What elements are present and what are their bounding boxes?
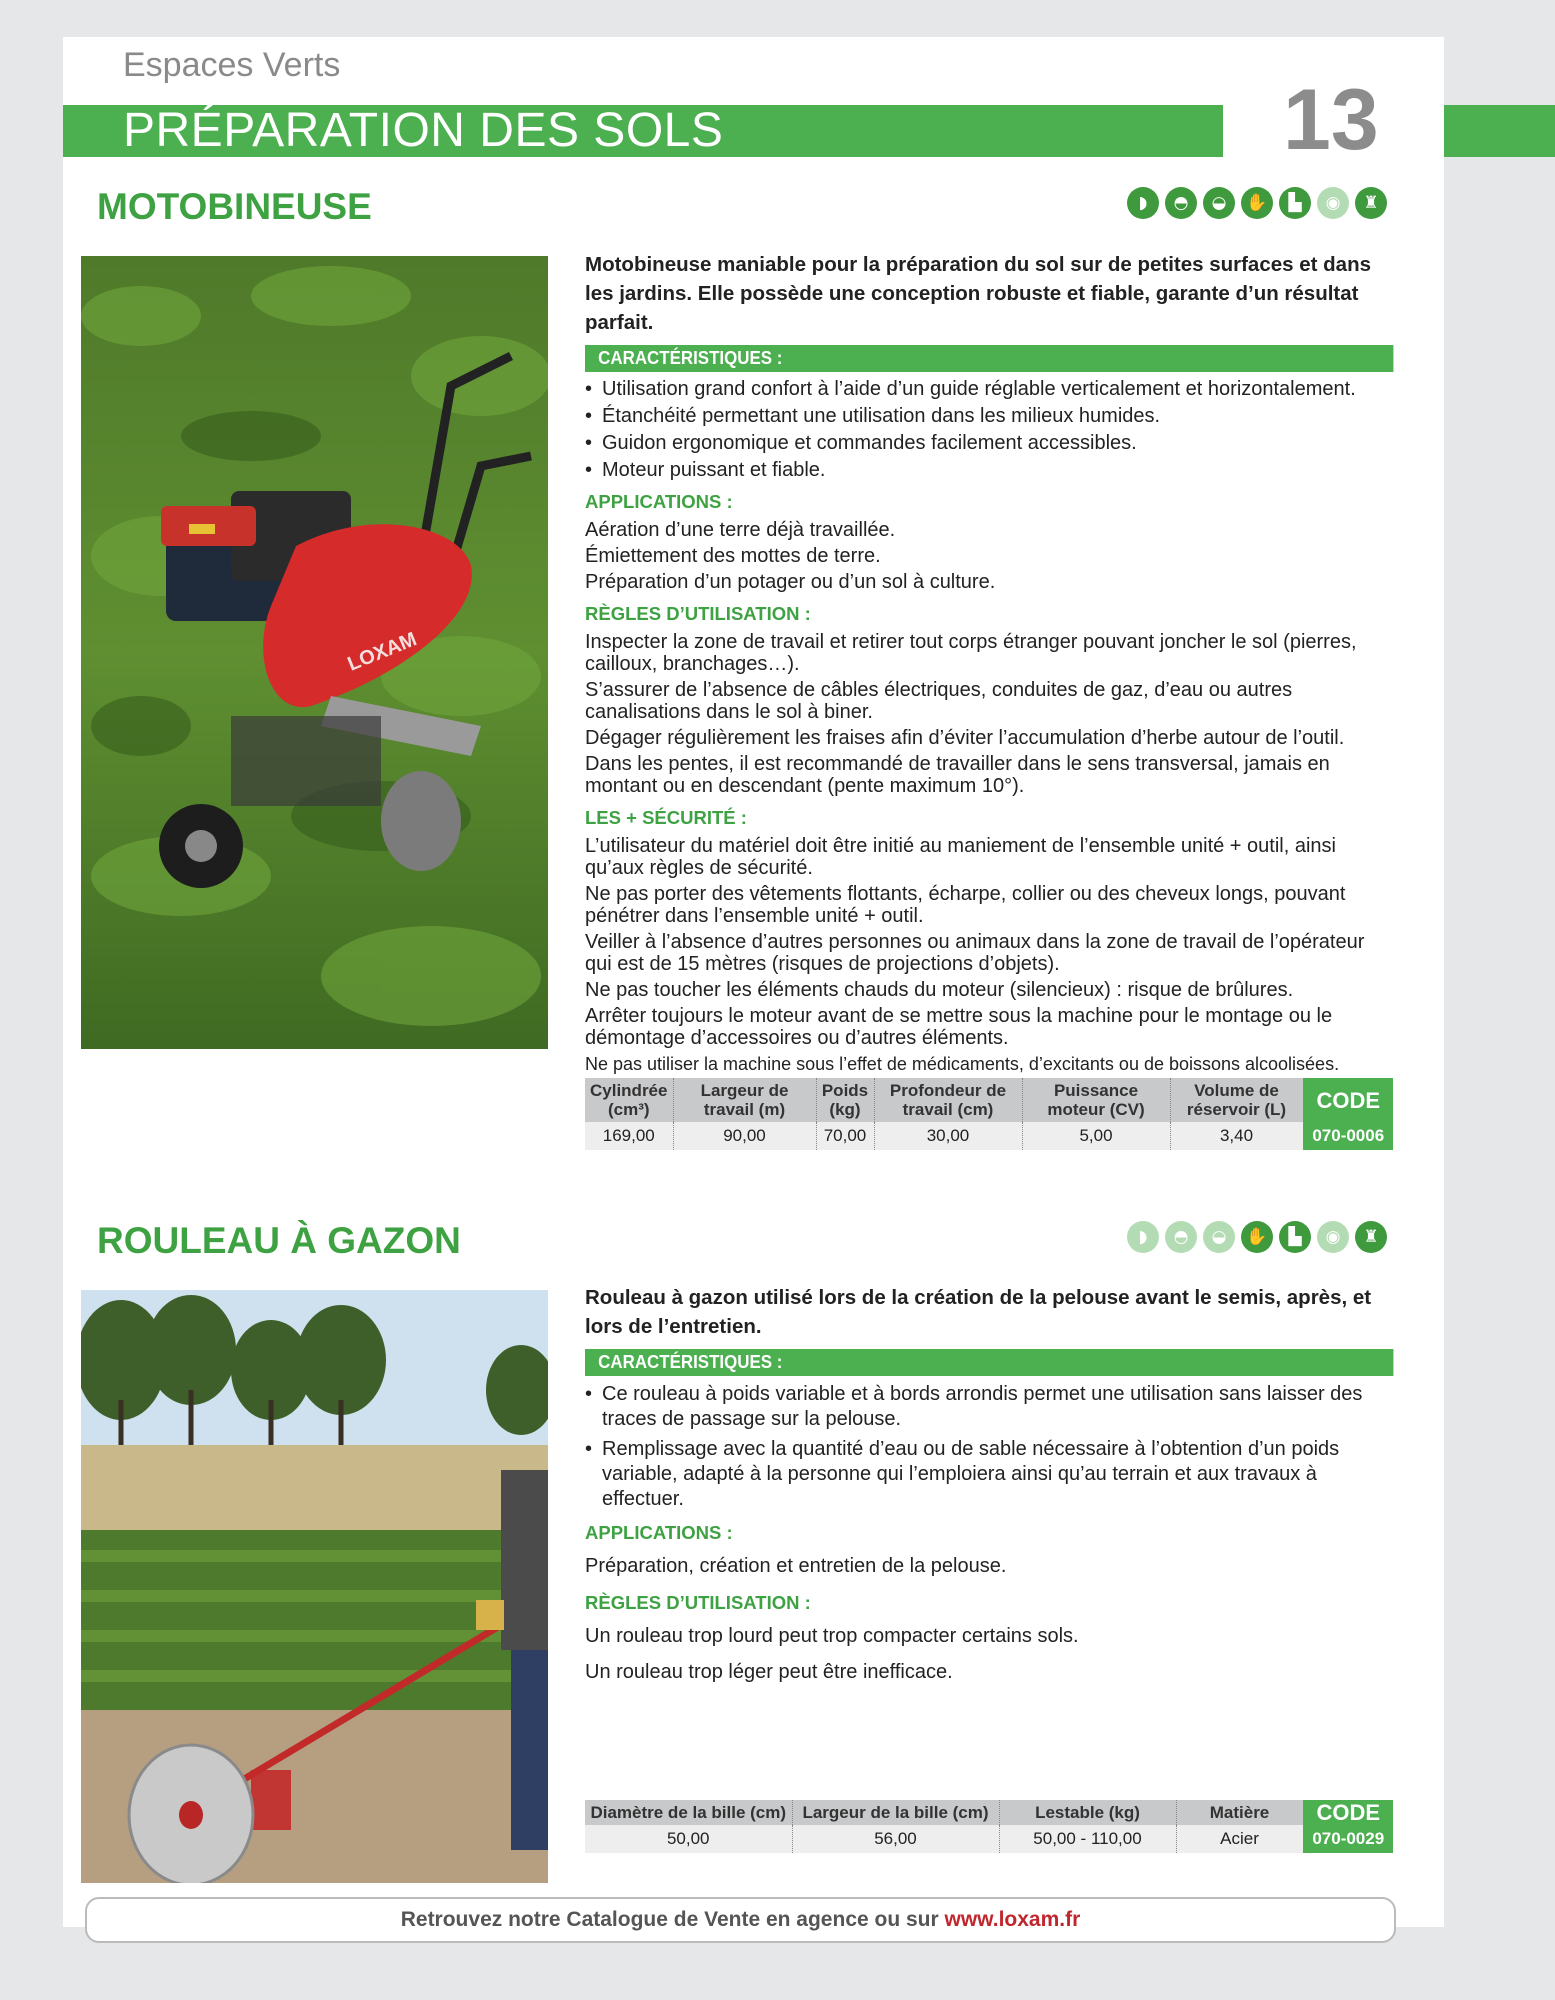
footer-text: Retrouvez notre Catalogue de Vente en agence ou sur <box>400 1908 945 1931</box>
applications-header: APPLICATIONS : <box>585 1522 733 1543</box>
goggles-icon: ◉ <box>1317 1221 1349 1253</box>
ppe-icons-motobineuse <box>1127 187 1387 219</box>
applications-list <box>585 1550 1393 1582</box>
list-item: • Moteur puissant et fiable. <box>585 459 1393 481</box>
gloves-icon: ✋ <box>1241 1221 1273 1253</box>
vest-icon: ♜ <box>1355 1221 1387 1253</box>
list-item: Dans les pentes, il est recommandé de travailler dans le sens transversal, jamais en montant ou en descendant (pente maximum 10°). <box>585 753 1330 797</box>
column-header: Volume de réservoir (L) <box>1170 1078 1303 1122</box>
column-header: Poids (kg) <box>816 1078 874 1122</box>
list-item: L’utilisateur du matériel doit être initié au maniement de l’ensemble unité + outil, ainsi qu’aux règles de sécurité. <box>585 835 1336 879</box>
gloves-icon: ✋ <box>1241 187 1273 219</box>
title-band-right <box>1444 105 1555 157</box>
mask-icon: ◒ <box>1203 1221 1235 1253</box>
safety-list <box>585 835 1393 1075</box>
table-cell: 169,00 <box>585 1122 673 1150</box>
photo-motobineuse <box>81 256 548 1049</box>
helmet-icon: ◓ <box>1165 1221 1197 1253</box>
code-header: CODE <box>1303 1800 1393 1825</box>
column-header: Profondeur de travail (cm) <box>874 1078 1022 1122</box>
list-item: • Utilisation grand confort à l’aide d’un guide réglable verticalement et horizontalement. <box>585 378 1393 400</box>
rules-header: RÈGLES D’UTILISATION : <box>585 603 811 624</box>
table-header-row <box>585 1078 1393 1122</box>
features-header: CARACTÉRISTIQUES : <box>585 345 1393 372</box>
table-cell: 50,00 - 110,00 <box>999 1825 1176 1853</box>
list-item: Émiettement des mottes de terre. <box>585 545 881 567</box>
column-header: Largeur de la bille (cm) <box>792 1800 999 1825</box>
content-rouleau <box>585 1283 1393 1692</box>
mask-icon: ◒ <box>1203 187 1235 219</box>
column-header: Lestable (kg) <box>999 1800 1176 1825</box>
product-title-motobineuse: MOTOBINEUSE <box>97 186 372 227</box>
ppe-icons-rouleau <box>1127 1221 1387 1253</box>
table-cell: 5,00 <box>1022 1122 1170 1150</box>
footer-banner <box>85 1897 1396 1943</box>
column-header: Matière <box>1176 1800 1303 1825</box>
spec-table-motobineuse <box>585 1078 1393 1150</box>
rules-list <box>585 631 1393 797</box>
column-header: Largeur de travail (m) <box>673 1078 816 1122</box>
list-item: S’assurer de l’absence de câbles électriques, conduites de gaz, d’eau ou autres canalisations dans le sol à biner. <box>585 679 1293 723</box>
table-cell: 30,00 <box>874 1122 1022 1150</box>
product-title-rouleau: ROULEAU À GAZON <box>97 1220 461 1261</box>
table-cell: 70,00 <box>816 1122 874 1150</box>
rules-header: RÈGLES D’UTILISATION : <box>585 1592 811 1613</box>
product-code: 070-0029 <box>1303 1825 1393 1853</box>
ear-protection-icon: ◗ <box>1127 187 1159 219</box>
list-item: Ne pas utiliser la machine sous l’effet de médicaments, d’excitants ou de boissons alcoolisées. <box>585 1054 1340 1074</box>
features-header: CARACTÉRISTIQUES : <box>585 1349 1393 1376</box>
applications-header: APPLICATIONS : <box>585 491 733 512</box>
safety-header: LES + SÉCURITÉ : <box>585 807 747 828</box>
section-label: Espaces Verts <box>123 46 341 84</box>
list-item: Veiller à l’absence d’autres personnes ou animaux dans la zone de travail de l’opérateur qui est de 15 mètres (risques de projections d’objets). <box>585 931 1365 975</box>
table-row <box>585 1122 1393 1150</box>
table-cell: 50,00 <box>585 1825 792 1853</box>
column-header: Puissance moteur (CV) <box>1022 1078 1170 1122</box>
tiller-photo-illustration <box>81 256 548 1049</box>
features-list <box>585 1382 1393 1512</box>
photo-rouleau <box>81 1290 548 1883</box>
boots-icon: ▙ <box>1279 1221 1311 1253</box>
list-item: Préparation d’un potager ou d’un sol à culture. <box>585 571 996 593</box>
list-item: • Remplissage avec la quantité d’eau ou de sable nécessaire à l’obtention d’un poids variable, adapté à la personne qui l’emploiera ainsi qu’au terrain et aux travaux à effectuer. <box>585 1437 1393 1512</box>
list-item: • Ce rouleau à poids variable et à bords arrondis permet une utilisation sans laisser des traces de passage sur la pelouse. <box>585 1382 1393 1432</box>
table-row <box>585 1825 1393 1853</box>
goggles-icon: ◉ <box>1317 187 1349 219</box>
table-cell: 90,00 <box>673 1122 816 1150</box>
list-item: Inspecter la zone de travail et retirer tout corps étranger pouvant joncher le sol (pierres, cailloux, branchages…). <box>585 631 1357 675</box>
list-item: Arrêter toujours le moteur avant de se mettre sous la machine pour le montage ou le démontage d’accessoires ou d’autres éléments. <box>585 1005 1333 1049</box>
list-item: Un rouleau trop léger peut être inefficace. <box>585 1661 953 1683</box>
boots-icon: ▙ <box>1279 187 1311 219</box>
footer-link[interactable]: www.loxam.fr <box>944 1908 1081 1931</box>
product-code: 070-0006 <box>1303 1122 1393 1150</box>
column-header: Diamètre de la bille (cm) <box>585 1800 792 1825</box>
list-item: Ne pas toucher les éléments chauds du moteur (silencieux) : risque de brûlures. <box>585 979 1294 1001</box>
list-item: Ne pas porter des vêtements flottants, écharpe, collier ou des cheveux longs, pouvant pénétrer dans l’ensemble unité + outil. <box>585 883 1346 927</box>
page-number: 13 <box>1283 72 1379 168</box>
spec-table-rouleau <box>585 1800 1393 1853</box>
table-cell: 3,40 <box>1170 1122 1303 1150</box>
column-header: Cylindrée (cm³) <box>585 1078 673 1122</box>
list-item: • Étanchéité permettant une utilisation dans les milieux humides. <box>585 405 1393 427</box>
rules-list <box>585 1620 1393 1688</box>
helmet-icon: ◓ <box>1165 187 1197 219</box>
list-item: • Guidon ergonomique et commandes facilement accessibles. <box>585 432 1393 454</box>
page-title: PRÉPARATION DES SOLS <box>123 104 724 157</box>
features-list <box>585 378 1393 481</box>
list-item: Préparation, création et entretien de la pelouse. <box>585 1555 1007 1577</box>
table-header-row <box>585 1800 1393 1825</box>
intro-text: Motobineuse maniable pour la préparation du sol sur de petites surfaces et dans les jardins. Elle possède une conception robuste et fiable, garante d’un résultat parfait. <box>585 253 1372 334</box>
table-cell: Acier <box>1176 1825 1303 1853</box>
content-motobineuse <box>585 250 1393 1079</box>
list-item: Dégager régulièrement les fraises afin d’éviter l’accumulation d’herbe autour de l’outil. <box>585 727 1345 749</box>
applications-list <box>585 519 1393 593</box>
list-item: Un rouleau trop lourd peut trop compacter certains sols. <box>585 1625 1079 1647</box>
code-header: CODE <box>1303 1078 1393 1122</box>
photo-brand-text: LOXAM <box>344 628 420 676</box>
vest-icon: ♜ <box>1355 187 1387 219</box>
roller-photo-illustration <box>81 1290 548 1883</box>
ear-protection-icon: ◗ <box>1127 1221 1159 1253</box>
intro-text: Rouleau à gazon utilisé lors de la création de la pelouse avant le semis, après, et lors de l’entretien. <box>585 1286 1372 1338</box>
list-item: Aération d’une terre déjà travaillée. <box>585 519 896 541</box>
table-cell: 56,00 <box>792 1825 999 1853</box>
